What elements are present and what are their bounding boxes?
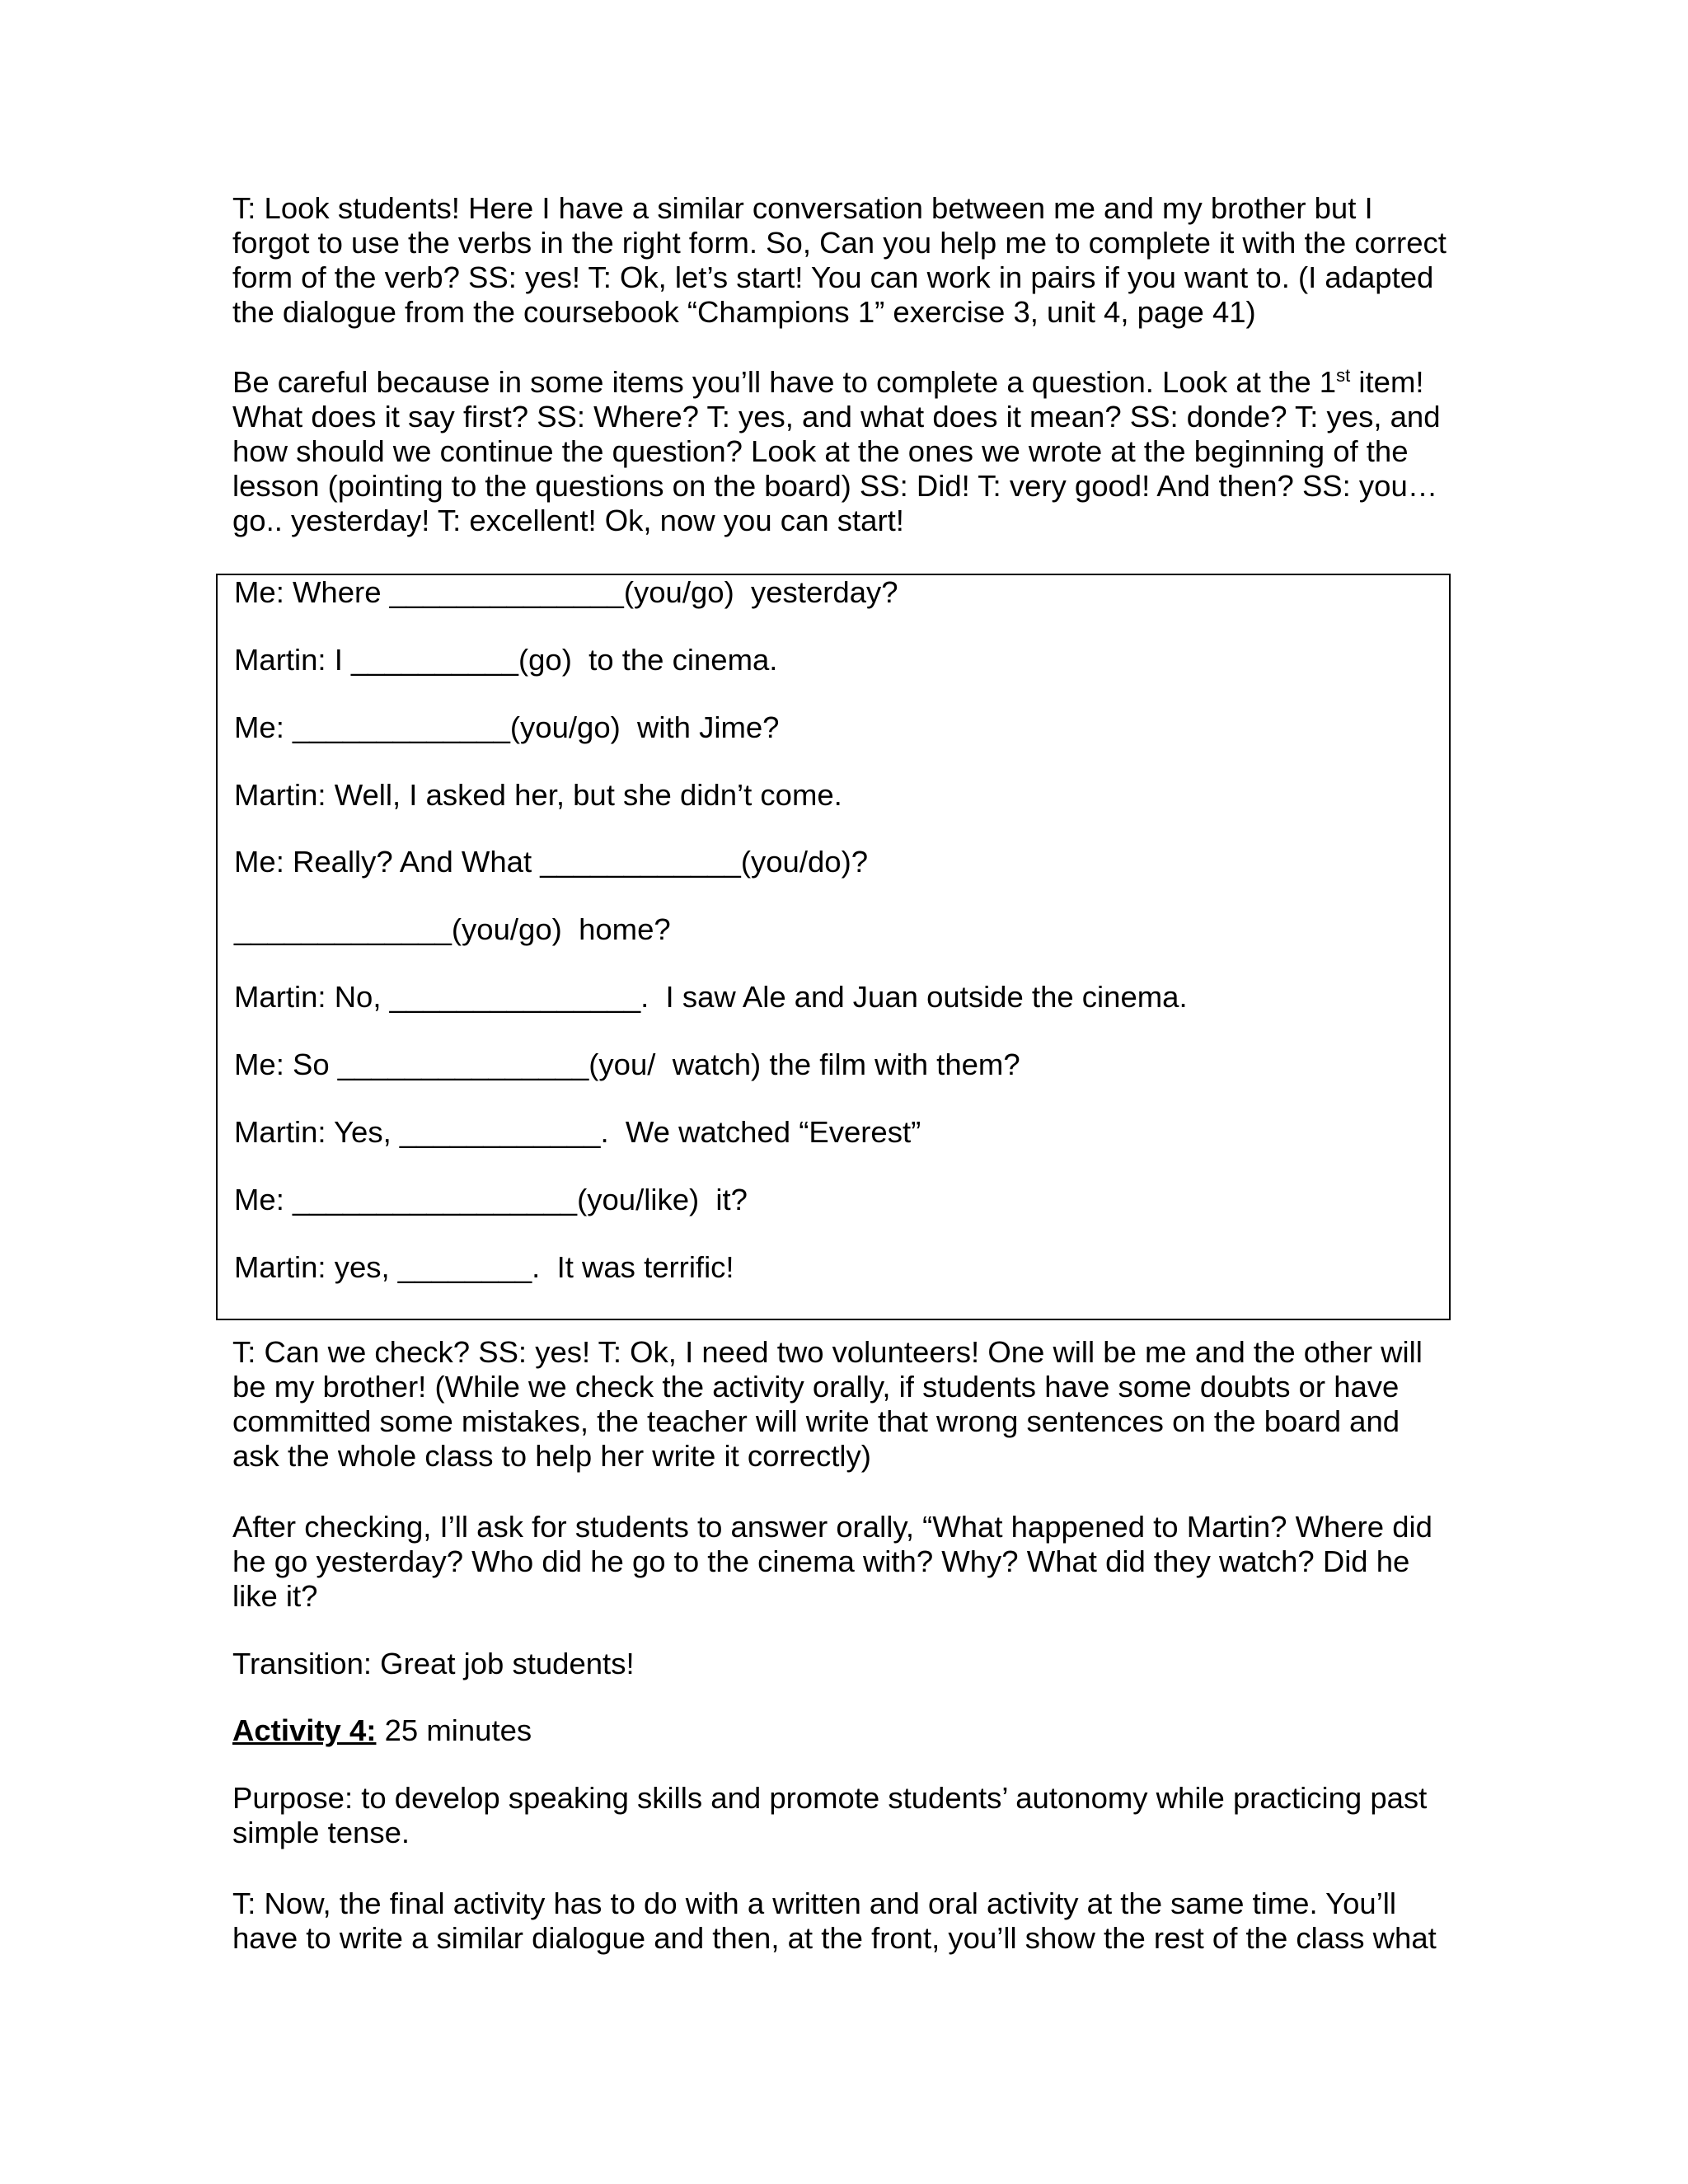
ordinal-superscript: st	[1336, 364, 1351, 386]
final-paragraph: T: Now, the final activity has to do with a written and oral activity at the same time. You’ll have to write a similar dialogue and then, at the front, you’ll show the rest of the class what	[232, 1886, 1437, 1955]
check-paragraph: T: Can we check? SS: yes! T: Ok, I need two volunteers! One will be me and the other will be my brother! (While we check the activity orally, if students have some doubts or have committed some mistakes, the teacher will write that wrong sentences on the board and ask the whole class to help her write it correctly)	[232, 1335, 1423, 1473]
careful-text-start: Be careful because in some items you’ll have to complete a question. Look at the 1	[232, 365, 1337, 399]
intro-paragraph: T: Look students! Here I have a similar conversation between me and my brother but I forgot to use the verbs in the right form. So, Can you help me to complete it with the correct form of the verb? SS: yes! T: Ok, let’s start! You can work in pairs if you want to. (I adapted the dialogue from the coursebook “Champions 1” exercise 3, unit 4, page 41)	[232, 191, 1447, 329]
dialogue-line: Me: Really? And What ____________(you/do)?	[234, 845, 869, 879]
careful-text-end: item! What does it say first? SS: Where? T: yes, and what does it mean? SS: donde? T: yes, and how should we continue the question? Look at the ones we wrote at the beginning of the lesson (pointing to the questions on the board) SS: Did! T: very good! And then? SS: you… go.. yesterday! T: excellent! Ok, now you can start!	[232, 365, 1441, 537]
dialogue-line: Martin: No, _______________. I saw Ale and Juan outside the cinema.	[234, 980, 1188, 1014]
activity-heading	[232, 1713, 1452, 1748]
transition-line: Transition: Great job students!	[232, 1647, 635, 1680]
dialogue-line: Me: _____________(you/go) with Jime?	[234, 710, 780, 744]
purpose-paragraph: Purpose: to develop speaking skills and promote students’ autonomy while practicing past simple tense.	[232, 1781, 1428, 1849]
dialogue-line: Martin: Well, I asked her, but she didn’t come.	[234, 778, 842, 812]
dialogue-box	[216, 574, 1451, 1320]
dialogue-line: Martin: Yes, ____________. We watched “Everest”	[234, 1115, 921, 1149]
dialogue-line: Me: So _______________(you/ watch) the film with them?	[234, 1047, 1020, 1081]
dialogue-line: _____________(you/go) home?	[234, 912, 671, 946]
dialogue-line: Martin: yes, ________. It was terrific!	[234, 1250, 734, 1284]
activity-duration: 25 minutes	[376, 1713, 532, 1747]
activity-label: Activity 4:	[232, 1713, 377, 1747]
careful-paragraph	[232, 365, 1452, 538]
after-checking-paragraph: After checking, I’ll ask for students to answer orally, “What happened to Martin? Where did he go yesterday? Who did he go to the cinema with? Why? What did they watch? Did he like it?	[232, 1510, 1432, 1613]
dialogue-line: Martin: I __________(go) to the cinema.	[234, 643, 778, 677]
dialogue-line: Me: Where ______________(you/go) yesterday?	[234, 575, 898, 609]
dialogue-line: Me: _________________(you/like) it?	[234, 1183, 748, 1216]
